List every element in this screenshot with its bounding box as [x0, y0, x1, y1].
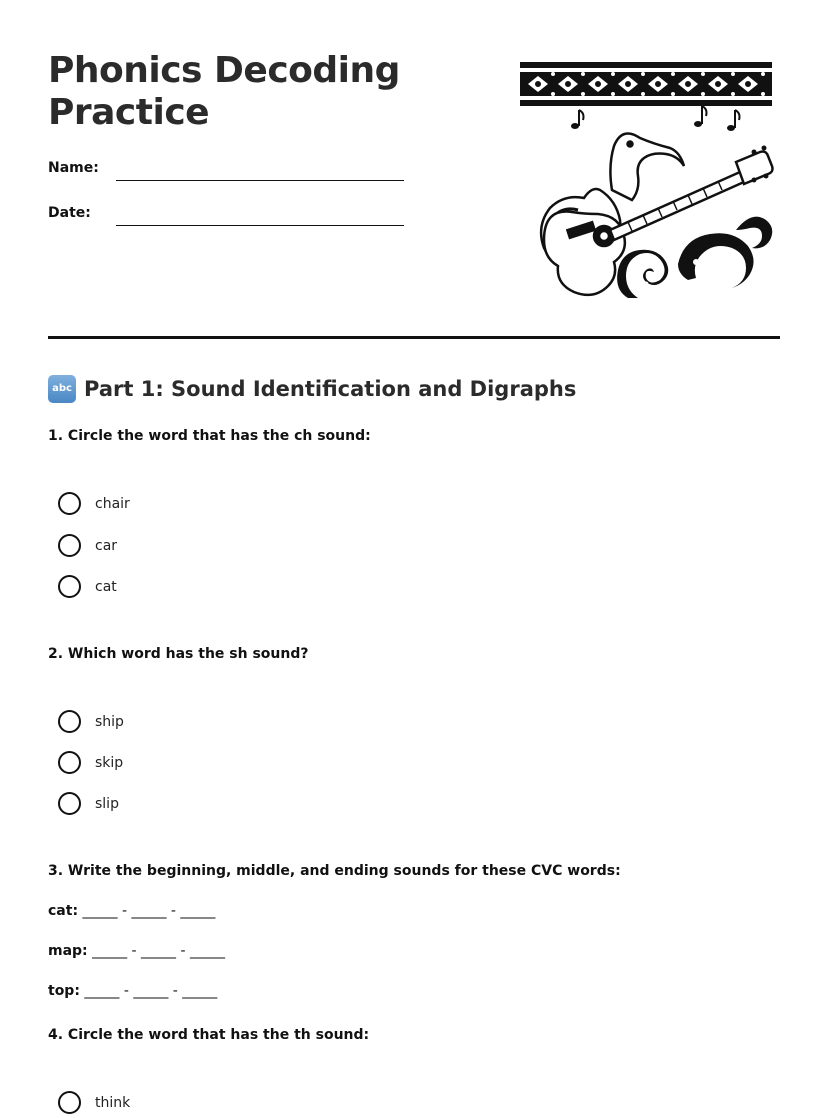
ibis-guitar-illustration-icon: [518, 58, 780, 308]
name-line[interactable]: [116, 180, 404, 181]
cvc-word-label: map:: [48, 943, 88, 959]
title-line-1: Phonics Decoding: [48, 50, 400, 91]
q1-option-cat[interactable]: [58, 575, 117, 598]
question-3-prompt: 3. Write the beginning, middle, and ending sounds for these CVC words:: [48, 863, 621, 879]
q2-option-skip[interactable]: [58, 751, 123, 774]
option-label: skip: [95, 754, 124, 771]
date-line[interactable]: [116, 225, 404, 226]
question-4-prompt: 4. Circle the word that has the th sound:: [48, 1027, 370, 1043]
date-field[interactable]: [48, 205, 91, 221]
tribal-band-icon: [520, 62, 772, 106]
cvc-row-map[interactable]: [48, 943, 225, 959]
q4-option-think[interactable]: [58, 1091, 130, 1114]
q2-option-slip[interactable]: [58, 792, 119, 815]
cvc-word-label: top:: [48, 983, 80, 999]
abc-input-icon: abc: [48, 375, 76, 403]
section-title-text: Part 1: Sound Identification and Digraphs: [84, 377, 577, 401]
page-title: [48, 50, 400, 134]
cvc-row-top[interactable]: [48, 983, 217, 999]
option-label: cat: [95, 578, 117, 595]
worksheet-header: [48, 0, 780, 338]
worksheet-page: [48, 0, 780, 1118]
guitar-icon: [544, 146, 773, 295]
q1-option-car[interactable]: [58, 534, 117, 557]
option-label: think: [95, 1094, 131, 1111]
option-label: slip: [95, 795, 119, 812]
section-title-part-1: [48, 375, 576, 403]
option-label: ship: [95, 713, 124, 730]
radio-circle-icon[interactable]: [58, 492, 81, 515]
radio-circle-icon[interactable]: [58, 1091, 81, 1114]
radio-circle-icon[interactable]: [58, 710, 81, 733]
cvc-word-label: cat:: [48, 903, 79, 919]
radio-circle-icon[interactable]: [58, 534, 81, 557]
question-2-prompt: 2. Which word has the sh sound?: [48, 646, 309, 662]
radio-circle-icon[interactable]: [58, 751, 81, 774]
option-label: chair: [95, 495, 130, 512]
date-label: Date:: [48, 205, 91, 221]
cvc-row-cat[interactable]: [48, 903, 215, 919]
q2-option-ship[interactable]: [58, 710, 124, 733]
radio-circle-icon[interactable]: [58, 575, 81, 598]
name-label: Name:: [48, 160, 99, 176]
q1-option-chair[interactable]: [58, 492, 130, 515]
question-1-prompt: 1. Circle the word that has the ch sound:: [48, 428, 371, 444]
cvc-blanks[interactable]: _____ - _____ - _____: [92, 943, 226, 959]
cvc-blanks[interactable]: _____ - _____ - _____: [82, 903, 216, 919]
name-field[interactable]: [48, 160, 99, 176]
option-label: car: [95, 537, 118, 554]
header-divider: [48, 336, 780, 339]
radio-circle-icon[interactable]: [58, 792, 81, 815]
title-line-2: Practice: [48, 92, 210, 133]
cvc-blanks[interactable]: _____ - _____ - _____: [84, 983, 218, 999]
music-notes-icon: [571, 106, 740, 131]
